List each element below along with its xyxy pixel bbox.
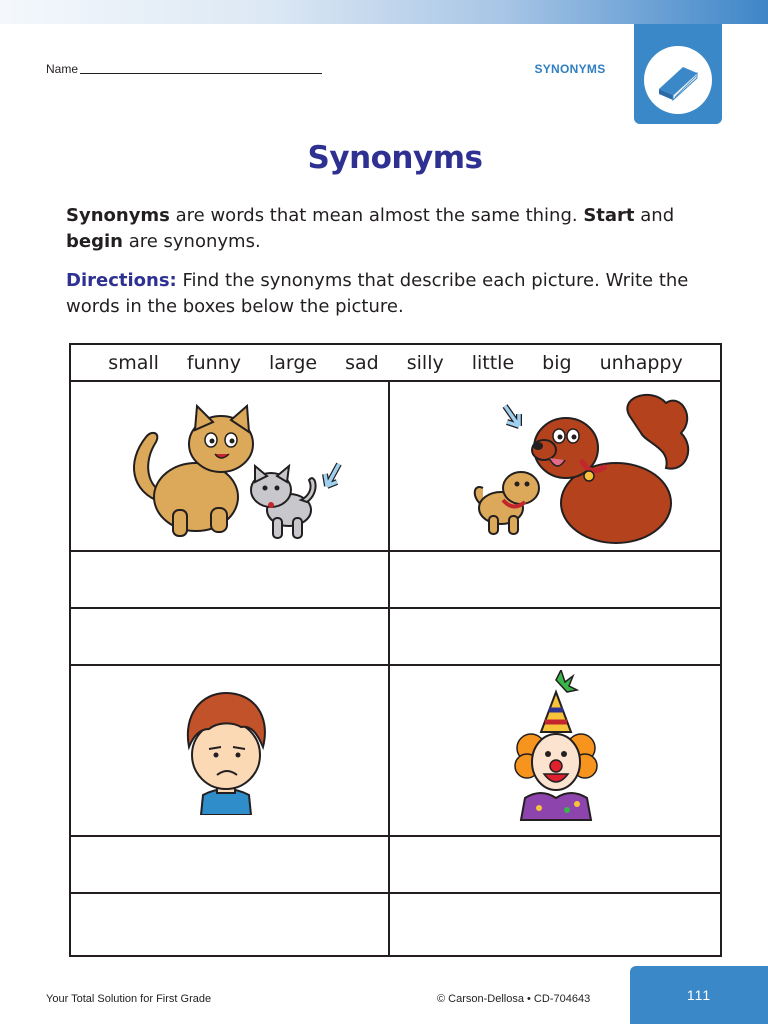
book-icon	[653, 55, 703, 105]
sad-boy-icon	[181, 685, 271, 815]
page-number: 111	[686, 987, 712, 1003]
name-field-row	[46, 62, 322, 76]
answer-box[interactable]	[71, 894, 388, 953]
word-bank-item: small	[108, 351, 159, 374]
intro-term: Synonyms	[66, 205, 170, 226]
directions-text: Find the synonyms that describe each picture. Write the words in the boxes below the picture.	[66, 270, 689, 317]
answer-box[interactable]	[390, 894, 720, 953]
word-bank-item: funny	[186, 351, 241, 374]
word-bank-item: sad	[345, 351, 379, 374]
name-label: Name	[46, 62, 79, 76]
intro-paragraph	[66, 203, 716, 255]
header-topic: SYNONYMS	[534, 62, 606, 76]
page-number-tab	[630, 966, 768, 1024]
intro-text-2: and	[634, 205, 675, 226]
intro-text-1: are words that mean almost the same thing.	[169, 205, 584, 226]
intro-word-begin: begin	[66, 231, 123, 252]
footer-copyright: © Carson-Dellosa • CD-704643	[437, 993, 591, 1005]
answer-box[interactable]	[71, 552, 388, 607]
answer-box[interactable]	[71, 609, 388, 664]
cat-and-kitten-icon	[121, 402, 351, 547]
directions-paragraph	[66, 268, 716, 320]
word-bank-item: little	[471, 351, 515, 374]
page-title: Synonyms	[307, 140, 483, 176]
intro-word-start: Start	[583, 205, 635, 226]
word-bank-item: big	[542, 351, 572, 374]
directions-label: Directions:	[66, 270, 177, 291]
answer-box[interactable]	[390, 837, 720, 892]
answer-box[interactable]	[390, 609, 720, 664]
intro-text-3: are synonyms.	[122, 231, 261, 252]
name-line[interactable]	[80, 73, 322, 74]
word-bank-item: unhappy	[599, 351, 683, 374]
word-bank-item: large	[268, 351, 318, 374]
answer-box[interactable]	[71, 837, 388, 892]
footer-series: Your Total Solution for First Grade	[46, 993, 212, 1005]
topic-badge	[644, 46, 712, 114]
clown-icon	[511, 670, 601, 830]
word-bank	[69, 343, 722, 382]
grid-line	[71, 664, 720, 666]
puppy-and-dog-icon	[475, 395, 688, 543]
topic-tab	[634, 24, 722, 124]
top-color-band	[0, 0, 768, 24]
answer-box[interactable]	[390, 552, 720, 607]
picture-answer-grid	[69, 380, 722, 957]
word-bank-item: silly	[406, 351, 444, 374]
